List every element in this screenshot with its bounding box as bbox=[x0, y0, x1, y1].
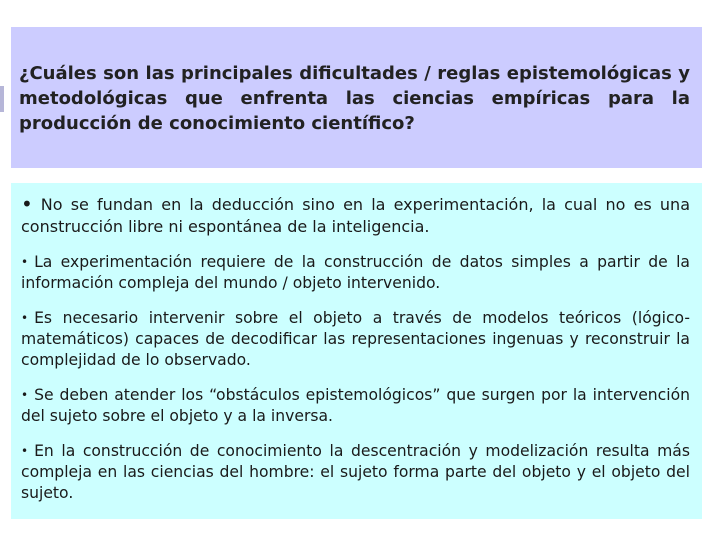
answer-point bbox=[21, 193, 690, 238]
answer-points-box bbox=[11, 183, 702, 519]
answer-point-text: No se fundan en la deducción sino en la experimentación, la cual no es una construcción libre ni espontánea de la inteligencia. bbox=[21, 195, 690, 236]
answer-point-text: La experimentación requiere de la construcción de datos simples a partir de la información compleja del mundo / objeto intervenido. bbox=[21, 253, 690, 292]
bullet-icon: • bbox=[21, 192, 33, 216]
question-title: ¿Cuáles son las principales dificultades / reglas epistemológicas y metodológicas que enfrenta las ciencias empíricas para la producción de conocimiento científico? bbox=[19, 63, 690, 134]
bullet-icon: • bbox=[21, 388, 29, 402]
bullet-icon: • bbox=[21, 444, 29, 458]
answer-point bbox=[21, 308, 690, 371]
answer-point bbox=[21, 385, 690, 427]
bullet-icon: • bbox=[21, 255, 29, 269]
question-title-box bbox=[11, 27, 702, 168]
answer-point-text: En la construcción de conocimiento la descentración y modelización resulta más compleja en las ciencias del hombre: el sujeto forma parte del objeto y el objeto del sujeto. bbox=[21, 442, 690, 502]
answer-point-text: Se deben atender los “obstáculos epistemológicos” que surgen por la intervención del sujeto sobre el objeto y a la inversa. bbox=[21, 386, 690, 425]
bullet-icon: • bbox=[21, 311, 29, 325]
left-accent-mark bbox=[0, 86, 4, 112]
answer-point-text: Es necesario intervenir sobre el objeto a través de modelos teóricos (lógico-matemáticos) capaces de decodificar las representaciones ingenuas y reconstruir la complejidad de lo observado. bbox=[21, 309, 690, 369]
answer-point bbox=[21, 441, 690, 504]
answer-point bbox=[21, 252, 690, 294]
